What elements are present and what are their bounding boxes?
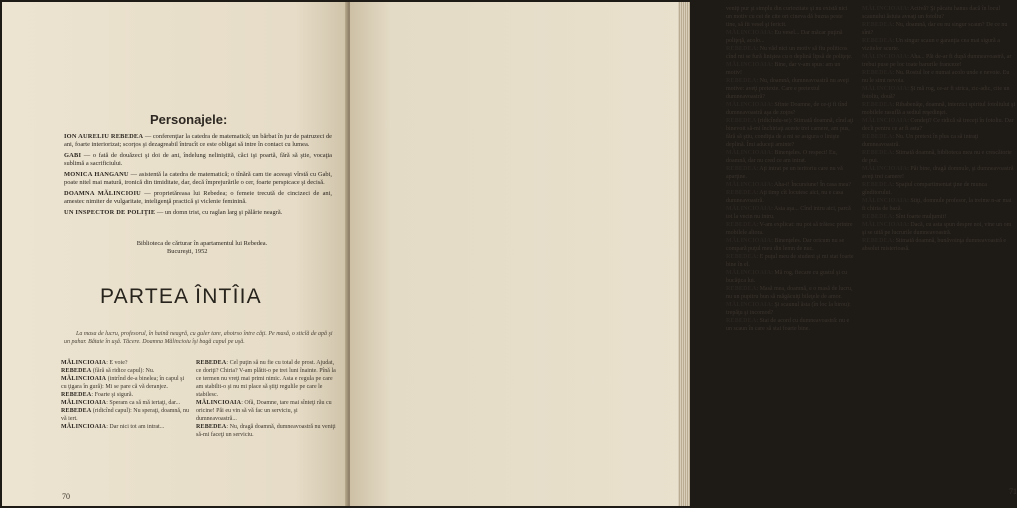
dialogue-line — [862, 197, 1016, 213]
speaker-name: MĂLINCIOAIA — [726, 206, 772, 212]
speaker-name: MĂLINCIOAIA — [726, 238, 772, 244]
speaker-name: REBEDEA — [726, 318, 757, 324]
dialogue-line — [862, 53, 1016, 69]
dialogue-line — [862, 117, 1016, 133]
dialogue-line — [862, 213, 1016, 221]
dialogue-line — [61, 423, 191, 431]
speaker-name: MĂLINCIOAIA — [862, 222, 908, 228]
dialogue-text: : Nu. Rostul lor e numai acolo unde e nevoie. Eu nu le simt nevoia. — [862, 70, 1010, 84]
dialogue-line — [862, 165, 1016, 181]
dialogue-line — [726, 189, 854, 205]
dialogue-line — [726, 269, 854, 285]
speaker-name: REBEDEA — [862, 70, 893, 76]
speaker-name: REBEDEA — [726, 286, 757, 292]
right-page — [350, 2, 1017, 506]
dialogue-line — [726, 61, 854, 77]
dialogue-line — [726, 149, 854, 165]
dialogue-line — [726, 29, 854, 45]
dialogue-line — [196, 423, 336, 439]
stage-direction: La masa de lucru, profesorul, în haină neagră, cu guler tare, ahotrso întrе căţi. Pe masă, o sticlă de apă şi un pahar. Bătaie în uşă. Tăcere. Doamna Mălincioiu îşi bagă capul pe uşă. — [64, 331, 333, 345]
dialogue-line — [61, 367, 191, 375]
dialogue-line — [862, 149, 1016, 165]
dialogue-text: : Speram ca să mă iertaţi, dar... — [106, 400, 181, 406]
dialogue-line — [726, 101, 854, 117]
dialogue-line — [61, 407, 191, 423]
dialogue-column-right-b — [862, 5, 1016, 253]
speaker-name: REBEDEA — [862, 102, 893, 108]
dialogue-text: : Mă rog, fiecare cu gustul şi cu bucăţica lui. — [726, 270, 848, 284]
speaker-name: MĂLINCIOAIA — [862, 118, 908, 124]
dialogue-text: : Nu, dragă doamnă, dumneavoastră nu veniţi să-mi faceţi un serviciu. — [196, 424, 336, 438]
dialogue-text: : Stimată doamnă, bunăvoinţa dumneavoastră e absolut misterioasă. — [862, 238, 1007, 252]
speaker-name: MĂLINCIOAIA — [862, 54, 908, 60]
cast-name: ION AURELIU REBEDEA — [64, 133, 144, 140]
dialogue-text: : Stiţi, domnule profesor, la treime n-ar mai fi chiria de bază. — [862, 198, 1012, 212]
dialogue-text: : Un singur scaun e garanţia cea mai sigură a vizitelor scurte. — [862, 38, 1000, 52]
dialogue-line — [862, 21, 1016, 37]
dialogue-line — [862, 5, 1016, 21]
dialogue-text: veniţi pur şi simplu din curiozitate şi nu există nici un motiv cu cei de cite ori cineva dă buzna peste tine, să fii vesel şi fericit. — [726, 6, 848, 28]
speaker-name: REBEDEA — [61, 368, 92, 374]
dialogue-line — [61, 399, 191, 407]
speaker-name: REBEDEA — [862, 238, 893, 244]
cast-description: — asistentă la catedra de matematică; o tînără cam tie aceeaşi vîrstă cu Gabi, poate nitel mai matură, ironică din timiditate, dar, decă împrejurările o cer, foarte perspicace şi decisă. — [64, 171, 332, 186]
cast-name: UN INSPECTOR DE POLIŢIE — [64, 209, 156, 216]
page-number-left: 70 — [62, 492, 70, 501]
dialogue-line — [726, 317, 854, 333]
speaker-name: MĂLINCIOAIA — [61, 376, 107, 382]
dialogue-text: : Bine, dar v-am spus: am un motiv! — [726, 62, 841, 76]
speaker-name: REBEDEA — [726, 118, 757, 124]
cast-entry — [64, 171, 332, 187]
dialogue-line — [61, 359, 191, 367]
place-date: Bucureşti, 1952 — [167, 248, 208, 255]
dialogue-line — [726, 77, 854, 101]
speaker-name: MĂLINCIOAIA — [726, 30, 772, 36]
speaker-name: REBEDEA — [726, 222, 757, 228]
dialogue-text: (fără să ridice capul): Nu. — [91, 368, 155, 374]
page-edges — [678, 2, 690, 506]
speaker-name: MĂLINCIOAIA — [196, 400, 242, 406]
dialogue-line — [862, 69, 1016, 85]
page-number-right: 71 — [1009, 487, 1017, 496]
speaker-name: MĂLINCIOAIA — [726, 150, 772, 156]
dialogue-line — [726, 117, 854, 149]
dialogue-text: : V-am explicat: nu pot să trăiesc printre mobilele altora. — [726, 222, 853, 236]
part-title: PARTEA ÎNTÎIA — [100, 285, 262, 308]
dialogue-line — [862, 37, 1016, 53]
dialogue-text: : Cendeţi? Ce ridică să treceţi în fotoliu. Dar decît pentru ce ar fi asta? — [862, 118, 1014, 132]
speaker-name: MĂLINCIOAIA — [726, 270, 772, 276]
dialogue-line — [726, 205, 854, 221]
speaker-name: REBEDEA — [862, 22, 893, 28]
speaker-name: MĂLINCIOAIA — [862, 166, 908, 172]
speaker-name: REBEDEA — [862, 150, 893, 156]
dialogue-text: : Nu, doamnă, dar eu nu singur scaun? De ce nu sînt? — [862, 22, 1008, 36]
dialogue-text: : Nu văd nici un motiv să fiu politicos cînd mi se fură liniştea cu o deplină lipsă de poliţeţe. — [726, 46, 853, 60]
dialogue-text: : Nu. Un pretext în plus ca să intraţi dumneavoastră. — [862, 134, 979, 148]
cast-entry — [64, 190, 332, 206]
dialogue-text: : Ribabenăţe, doamnă, interzici spiritul fotoliului şi mobilele rasuflă a sediul reşedinţei. — [862, 102, 1016, 116]
dialogue-text: : E voie? — [106, 360, 128, 366]
dialogue-text: : Sfinte Doamne, de ce-ţi fi tînd dumneavoastră aşa de zoţos? — [726, 102, 848, 116]
dialogue-text: : Cel puţin să nu fie cu total de prost. Ajudat, ce doriţi? Chiria? V-am plătit-o pe trei luni înainte. Pînă la ce termen nu vreţi mai primi nimic. Asta e regula pe care am stabilit-o şi nu mi place să ştiţi regulile pe care le stabilesc. — [196, 360, 336, 398]
cast-list — [64, 133, 332, 220]
speaker-name: MĂLINCIOAIA — [862, 86, 908, 92]
dialogue-text: : Ofă, Doamne, tare mai sînteţi rău cu oricine! Păi eu vin să vă fac un serviciu, şi dumneavoastră... — [196, 400, 332, 422]
cast-description: — proprietăreasa lui Rebedea; o femeie trecută de cincizeci de ani, amestec nimiter de vulgaritate, inteligenţă practică şi vicleniе feminină. — [64, 190, 332, 205]
book-spread — [2, 2, 1017, 506]
speaker-name: REBEDEA — [61, 392, 92, 398]
dialogue-line — [726, 5, 854, 29]
speaker-name: MĂLINCIOAIA — [862, 6, 908, 12]
dialogue-text: : E puţul meu de student şi mi stat foarte bine în el. — [726, 254, 854, 268]
dialogue-text: : Sînt foarte mulţumit! — [892, 214, 947, 220]
setting-line: Biblioteca de cărturar în apartamentul lui Rebedea. — [136, 240, 268, 247]
dialogue-line — [862, 133, 1016, 149]
cast-description: — un domn trist, cu raglan larg şi pălărie neagră. — [155, 209, 283, 216]
dialogue-text: : Binenţeles. Dar oricum nu se compară puţul meu din lemn de nuc. — [726, 238, 845, 252]
dialogue-text: : Eu vesel... Dar măcar puţină poliţeţă, acolo... — [726, 30, 843, 44]
dialogue-text: : Dacă, cu asta spun despre noi, vine un om şi se uită pe lucrurile dumneavoastră. — [862, 222, 1012, 236]
dialogue-line — [726, 301, 854, 317]
dialogue-text: : Foarte şi sigură. — [91, 392, 134, 398]
dialogue-text: : Masă mea, doamnă, e o masă de lucru, nu un pupitru bun să măgăcuiţi bileţele de amor. — [726, 286, 853, 300]
dialogue-text: : Activă? Şi păcatu hanus dacă în locul scaunului ăstuia aveaţi un fotoliu? — [862, 6, 1001, 20]
dialogue-text: : Aţi intrat pe un teritoriu care nu vă aparţine. — [726, 166, 843, 180]
speaker-name: REBEDEA — [196, 424, 227, 430]
dialogue-text: (intrînd de-a binelea; în capul şi cu ţigara în gură): Mi se pare că vă deranjez. — [61, 376, 185, 390]
dialogue-line — [726, 181, 854, 189]
dialogue-column-right-a — [726, 5, 854, 333]
dialogue-line — [862, 85, 1016, 101]
dialogue-text: : Stimată doamnă, biblioteca mea nu e crescătorie de pui. — [862, 150, 1012, 164]
dialogue-line — [862, 237, 1016, 253]
dialogue-line — [862, 101, 1016, 117]
dialogue-text: : Dar nici tot am intrat... — [106, 424, 165, 430]
speaker-name: REBEDEA — [862, 134, 893, 140]
speaker-name: REBEDEA — [61, 408, 92, 414]
dialogue-line — [726, 285, 854, 301]
dialogue-column-left-b — [196, 359, 336, 439]
speaker-name: MĂLINCIOAIA — [726, 302, 772, 308]
dialogue-text: : Asta aşa... Cînd intru aici, parcă tot la vecin nu intru. — [726, 206, 851, 220]
speaker-name: REBEDEA — [862, 214, 893, 220]
dialogue-column-left-a — [61, 359, 191, 431]
dialogue-line — [61, 375, 191, 391]
dialogue-line — [862, 221, 1016, 237]
characters-heading: Personajele: — [150, 112, 228, 127]
dialogue-text: : Nu, doamnă, dumneavoastră nu aveţi motive: aveţi pretexte. Care e pretextul dumneavoastră? — [726, 78, 849, 100]
dialogue-text: : Şi scaunul ăsta (în loc la birou): trepăţu şi incomod? — [726, 302, 851, 316]
cast-description: — conferenţiar la catedra de matematică; un bărbat în jur de patruzeci de ani, foarte interiorizat; scorţos şi dezagreabil întrucît ce este obligat să intre în contact cu lumea. — [64, 133, 332, 148]
dialogue-line — [196, 359, 336, 399]
speaker-name: MĂLINCIOAIA — [61, 424, 107, 430]
cast-description: — o fată de douăzeci şi doi de ani, îndelung neliniştită, căci işi poartă, fără să ştie, vocaţia sublimă a sacrificiului. — [64, 152, 332, 167]
dialogue-line — [726, 237, 854, 253]
speaker-name: MĂLINCIOAIA — [61, 360, 107, 366]
dialogue-text: : Păi bine, dragă domnule, şi dumneavoastră aveţi trei camere! — [862, 166, 1014, 180]
dialogue-line — [726, 221, 854, 237]
cast-name: GABI — [64, 152, 82, 159]
dialogue-line — [726, 165, 854, 181]
dialogue-line — [862, 181, 1016, 197]
dialogue-text: : Spaţiul compartimentat ţine de munca gînditorului. — [862, 182, 987, 196]
dialogue-text: : Aţi timp cît locuiesc aici, nu e casa dumneavoastră. — [726, 190, 844, 204]
speaker-name: MĂLINCIOAIA — [726, 62, 772, 68]
dialogue-text: (ridicîndu-se): Stimată doamnă, cînd aţi binevoit să-mi închiriaţi aceste trei camere, am pus, fără să ştiu, condiţia de a mi se asigura o linişte deplină. Îmi aduceţi aminte? — [726, 118, 854, 148]
speaker-name: MĂLINCIOAIA — [61, 400, 107, 406]
speaker-name: REBEDEA — [726, 166, 757, 172]
speaker-name: REBEDEA — [726, 78, 757, 84]
speaker-name: REBEDEA — [726, 254, 757, 260]
speaker-name: REBEDEA — [862, 182, 893, 188]
dialogue-line — [196, 399, 336, 423]
dialogue-line — [726, 253, 854, 269]
speaker-name: REBEDEA — [726, 190, 757, 196]
cast-name: DOAMNA MĂLINCIOIU — [64, 190, 141, 197]
dialogue-text: : Aha... Păi de-ar fi după dumneavoastră, ar trebui puse pe loc toate barurile franceze! — [862, 54, 1012, 68]
cast-entry — [64, 209, 332, 217]
speaker-name: REBEDEA — [862, 38, 893, 44]
dialogue-line — [726, 45, 854, 61]
cast-entry — [64, 133, 332, 149]
cast-entry — [64, 152, 332, 168]
dialogue-text: : Stai de acord cu dumneavoastră: nu e un scaun în care să stai foarte bine. — [726, 318, 850, 332]
speaker-name: MĂLINCIOAIA — [862, 198, 908, 204]
speaker-name: REBEDEA — [196, 360, 227, 366]
dialogue-text: : Aha-i! Încursiune! În casa mea? — [771, 182, 851, 188]
dialogue-text: : Şi mă rog, ce-ar fi strica, zic-adic, cite un fotoliu, două? — [862, 86, 1010, 100]
cast-name: MONICA HANGANU — [64, 171, 129, 178]
speaker-name: MĂLINCIOAIA — [726, 102, 772, 108]
dialogue-text: (ridicînd capul): Nu speraţi, doamnă, nu vă iert. — [61, 408, 190, 422]
dialogue-line — [61, 391, 191, 399]
left-page — [2, 2, 348, 506]
speaker-name: REBEDEA — [726, 46, 757, 52]
dialogue-text: : Binenţeles. O respect! Eu, doamnă, dar nu cred ce am intrat. — [726, 150, 838, 164]
speaker-name: MĂLINCIOAIA — [726, 182, 772, 188]
